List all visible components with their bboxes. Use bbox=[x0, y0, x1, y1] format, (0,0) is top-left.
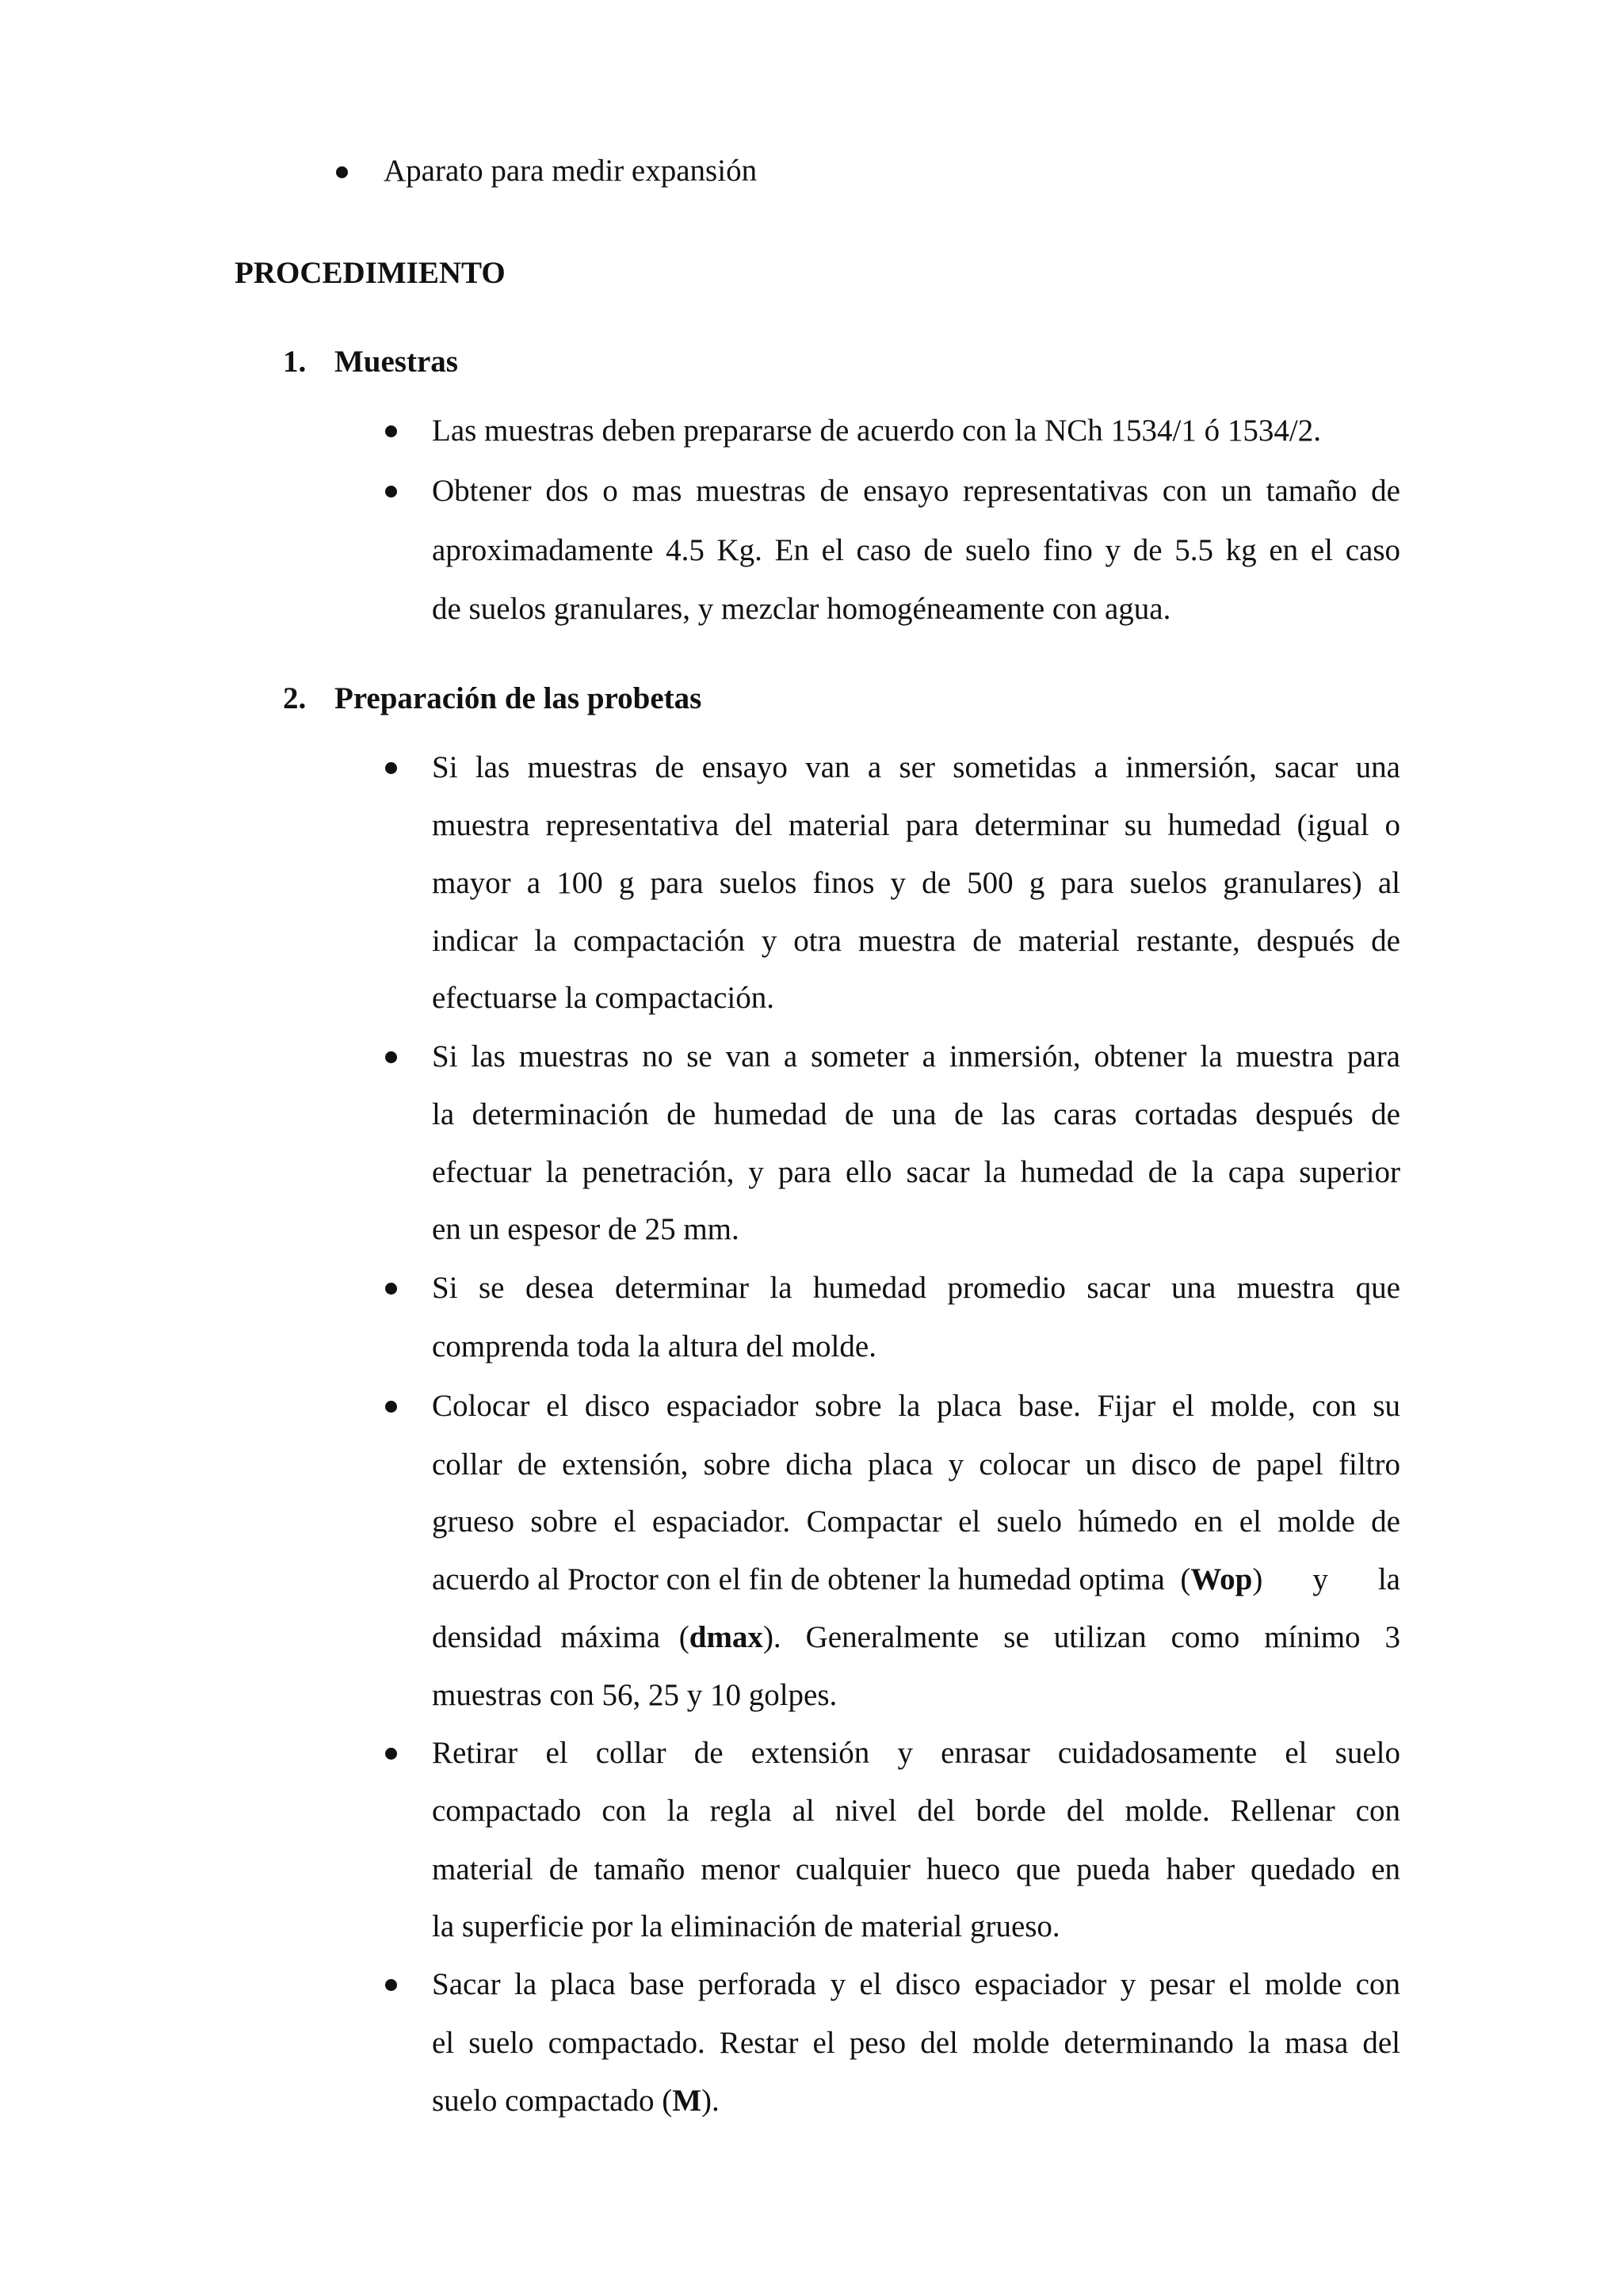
paragraph-line: de suelos granulares, y mezclar homogéneamente con agua. bbox=[432, 592, 1171, 626]
wop-term: Wop bbox=[1190, 1562, 1253, 1596]
paragraph-line: Retirar el collar de extensión y enrasar cuidadosamente el suelo bbox=[432, 1736, 1400, 1770]
paragraph-line bbox=[432, 1622, 1400, 1653]
paragraph-line: Las muestras deben prepararse de acuerdo con la NCh 1534/1 ó 1534/2. bbox=[432, 414, 1321, 448]
text-run: densidad máxima ( bbox=[432, 1620, 689, 1654]
paragraph-line: muestra representativa del material para determinar su humedad (igual o bbox=[432, 808, 1400, 842]
paragraph-line bbox=[432, 2085, 720, 2116]
step-title: Muestras bbox=[334, 345, 458, 379]
paragraph-line: mayor a 100 g para suelos finos y de 500 g para suelos granulares) al bbox=[432, 866, 1400, 900]
paragraph-line: material de tamaño menor cualquier hueco que pueda haber quedado en bbox=[432, 1852, 1400, 1886]
paragraph-line: comprenda toda la altura del molde. bbox=[432, 1329, 876, 1363]
bullet-icon bbox=[385, 1401, 397, 1413]
paragraph-line: efectuar la penetración, y para ello sacar la humedad de la capa superior bbox=[432, 1155, 1400, 1189]
text-run: suelo compactado ( bbox=[432, 2084, 673, 2118]
paragraph-line: Colocar el disco espaciador sobre la placa base. Fijar el molde, con su bbox=[432, 1389, 1400, 1423]
paragraph-line: efectuarse la compactación. bbox=[432, 981, 774, 1015]
paragraph-line: aproximadamente 4.5 Kg. En el caso de suelo fino y de 5.5 kg en el caso bbox=[432, 533, 1400, 567]
paragraph-line: Si las muestras de ensayo van a ser sometidas a inmersión, sacar una bbox=[432, 750, 1400, 784]
paragraph-line: Obtener dos o mas muestras de ensayo representativas con un tamaño de bbox=[432, 474, 1400, 508]
paragraph-line: la superficie por la eliminación de material grueso. bbox=[432, 1909, 1060, 1943]
bullet-icon bbox=[336, 166, 348, 178]
text-run: ) y la bbox=[1252, 1562, 1400, 1596]
paragraph-line: la determinación de humedad de una de las caras cortadas después de bbox=[432, 1097, 1400, 1131]
dmax-term: dmax bbox=[689, 1620, 763, 1654]
bullet-icon bbox=[385, 1748, 397, 1760]
bullet-icon bbox=[385, 1283, 397, 1295]
bullet-icon bbox=[385, 1051, 397, 1063]
paragraph-line: Si las muestras no se van a someter a inmersión, obtener la muestra para bbox=[432, 1039, 1400, 1074]
paragraph-line: collar de extensión, sobre dicha placa y colocar un disco de papel filtro bbox=[432, 1447, 1400, 1482]
step-number: 1. bbox=[283, 345, 307, 379]
paragraph-line: indicar la compactación y otra muestra de material restante, después de bbox=[432, 924, 1400, 958]
step-number: 2. bbox=[283, 681, 307, 715]
top-list-item: Aparato para medir expansión bbox=[384, 154, 758, 188]
text-run: ). bbox=[701, 2084, 720, 2118]
section-title: PROCEDIMIENTO bbox=[235, 256, 506, 290]
paragraph-line: compactado con la regla al nivel del borde del molde. Rellenar con bbox=[432, 1794, 1400, 1828]
bullet-icon bbox=[385, 425, 397, 437]
text-run: ). Generalmente se utilizan como mínimo 3 bbox=[762, 1620, 1400, 1654]
text-run-group bbox=[1190, 1564, 1400, 1595]
step-title: Preparación de las probetas bbox=[334, 681, 702, 715]
paragraph-line: en un espesor de 25 mm. bbox=[432, 1212, 739, 1246]
paragraph-line: el suelo compactado. Restar el peso del molde determinando la masa del bbox=[432, 2026, 1400, 2060]
paragraph-line: grueso sobre el espaciador. Compactar el suelo húmedo en el molde de bbox=[432, 1505, 1400, 1539]
text-run: acuerdo al Proctor con el fin de obtener la humedad optima ( bbox=[432, 1562, 1191, 1596]
bullet-icon bbox=[385, 486, 397, 498]
paragraph-line: Si se desea determinar la humedad promedio sacar una muestra que bbox=[432, 1271, 1400, 1305]
paragraph-line: muestras con 56, 25 y 10 golpes. bbox=[432, 1678, 838, 1712]
bullet-icon bbox=[385, 1979, 397, 1991]
paragraph-line bbox=[432, 1564, 1400, 1595]
paragraph-line: Sacar la placa base perforada y el disco espaciador y pesar el molde con bbox=[432, 1967, 1400, 2001]
bullet-icon bbox=[385, 762, 397, 774]
m-term: M bbox=[672, 2084, 702, 2118]
